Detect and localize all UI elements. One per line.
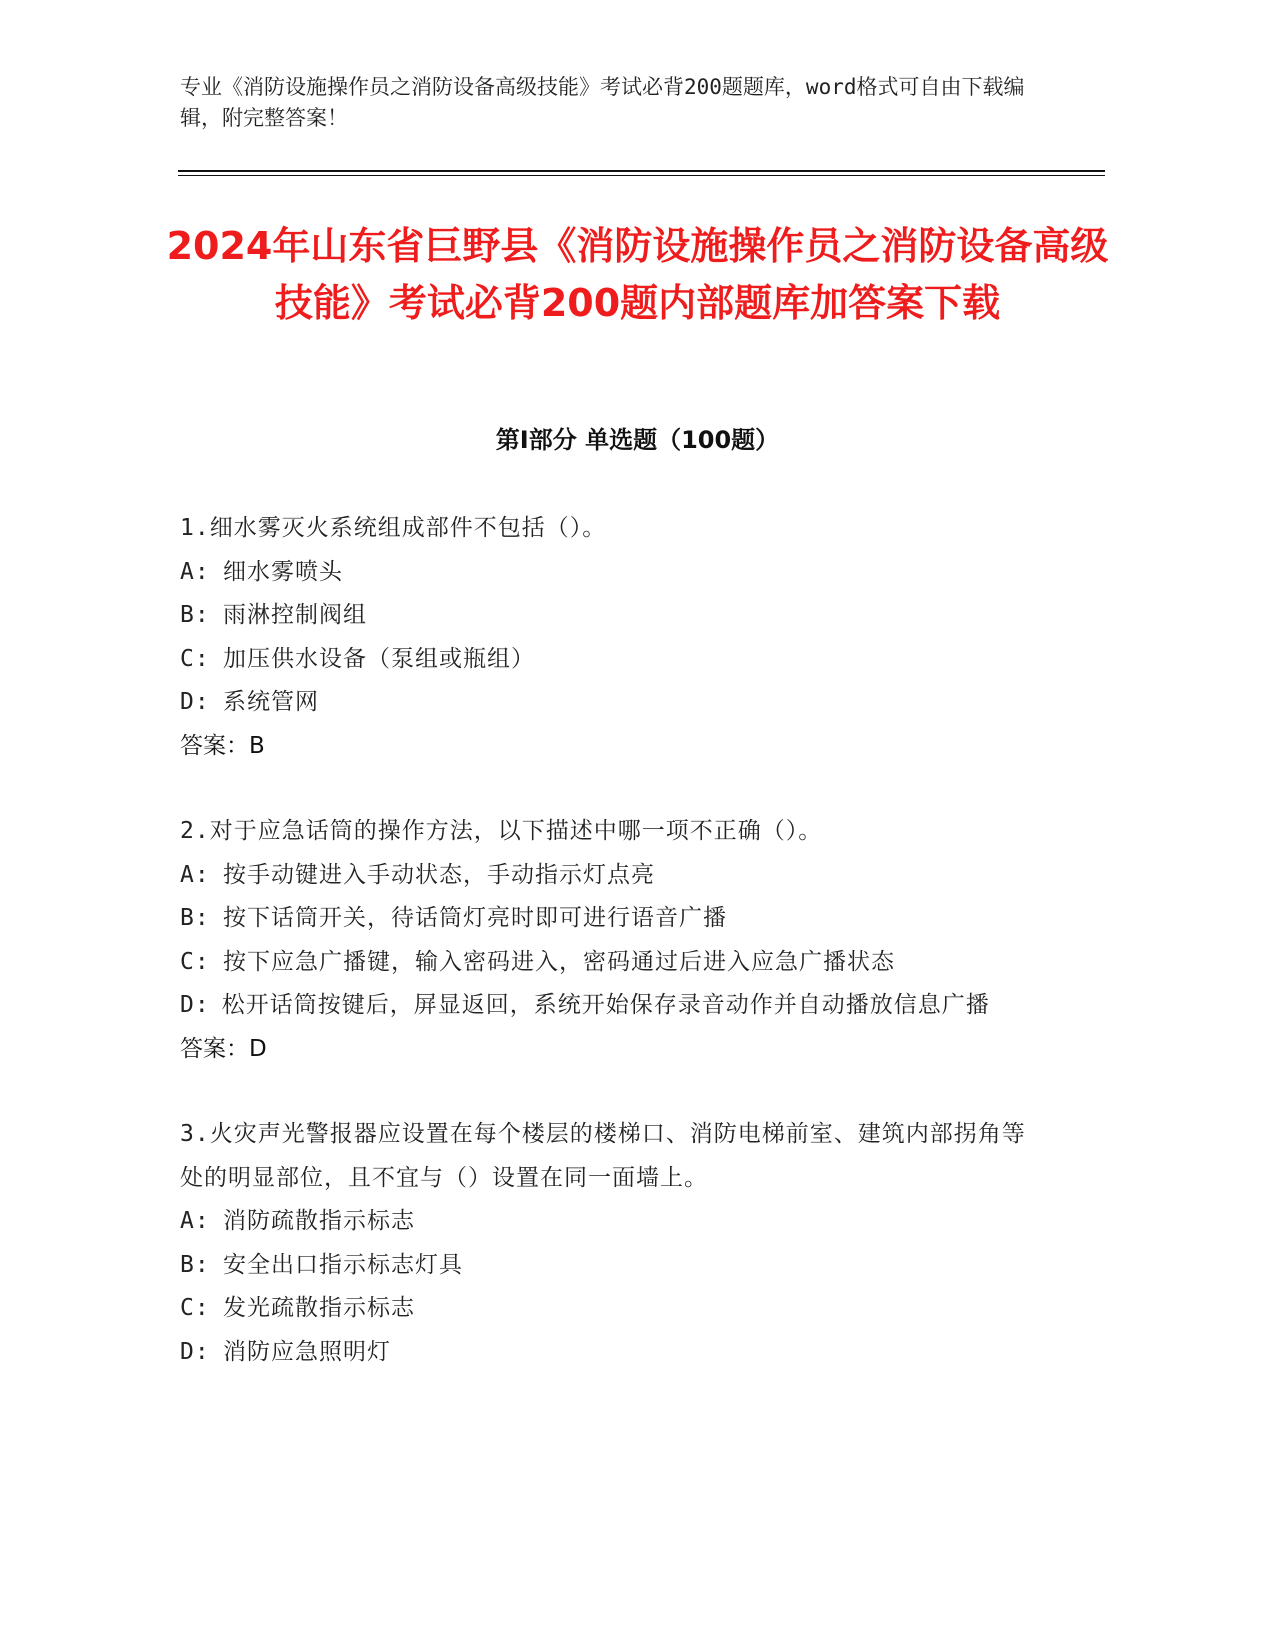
question-stem: 2.对于应急话筒的操作方法，以下描述中哪一项不正确（）。 — [180, 818, 823, 844]
option-key: C: — [180, 1295, 210, 1321]
question-2 — [180, 810, 1040, 1071]
option-key: D: — [180, 1338, 210, 1365]
option-key: D: — [180, 689, 210, 715]
option-key: A: — [180, 1208, 210, 1234]
option-key: C: — [180, 948, 210, 975]
question-stem: 3.火灾声光警报器应设置在每个楼层的楼梯口、消防电梯前室、建筑内部拐角等处的明显部位，且不宜与（）设置在同一面墙上。 — [180, 1121, 1026, 1191]
option-text: 安全出口指示标志灯具 — [223, 1251, 463, 1278]
option-d — [180, 1331, 1040, 1375]
option-a — [180, 854, 1040, 898]
header-note: 专业《消防设施操作员之消防设备高级技能》考试必背200题题库，word格式可自由下载编辑，附完整答案！ — [180, 75, 1025, 130]
option-text: 按手动键进入手动状态，手动指示灯点亮 — [223, 861, 655, 888]
option-d — [180, 681, 1040, 725]
option-c — [180, 941, 1040, 985]
header-divider-thin — [178, 175, 1105, 176]
question-1 — [180, 507, 1040, 768]
option-key: D: — [180, 992, 210, 1018]
option-text: 细水雾喷头 — [223, 558, 343, 585]
question-3 — [180, 1113, 1040, 1374]
document-title: 2024年山东省巨野县《消防设施操作员之消防设备高级技能》考试必背200题内部题库加答案下载 — [166, 224, 1109, 325]
option-key: B: — [180, 905, 210, 931]
option-d — [180, 984, 1040, 1028]
option-b — [180, 897, 1040, 941]
option-key: C: — [180, 645, 210, 672]
section-heading: 第Ⅰ部分 单选题（100题） — [495, 426, 780, 454]
option-text: 消防疏散指示标志 — [223, 1208, 415, 1234]
option-c — [180, 638, 1040, 682]
option-text: 发光疏散指示标志 — [223, 1295, 415, 1321]
header-divider-thick — [178, 170, 1105, 172]
option-text: 系统管网 — [223, 689, 319, 715]
option-key: B: — [180, 1251, 210, 1278]
option-text: 消防应急照明灯 — [223, 1338, 391, 1365]
option-a — [180, 551, 1040, 595]
option-text: 松开话筒按键后，屏显返回，系统开始保存录音动作并自动播放信息广播 — [221, 992, 990, 1018]
option-text: 加压供水设备（泵组或瓶组） — [223, 645, 535, 672]
option-text: 按下话筒开关，待话筒灯亮时即可进行语音广播 — [223, 905, 727, 931]
option-a — [180, 1200, 1040, 1244]
option-b — [180, 1244, 1040, 1288]
option-key: B: — [180, 602, 210, 628]
answer: 答案：B — [180, 732, 265, 759]
option-c — [180, 1287, 1040, 1331]
option-text: 按下应急广播键，输入密码进入，密码通过后进入应急广播状态 — [223, 948, 895, 975]
option-text: 雨淋控制阀组 — [223, 602, 367, 628]
option-key: A: — [180, 861, 210, 888]
option-key: A: — [180, 558, 210, 585]
option-b — [180, 594, 1040, 638]
answer: 答案：D — [180, 1035, 267, 1062]
question-stem: 1.细水雾灭火系统组成部件不包括（）。 — [180, 515, 607, 541]
question-list — [180, 507, 1040, 1416]
